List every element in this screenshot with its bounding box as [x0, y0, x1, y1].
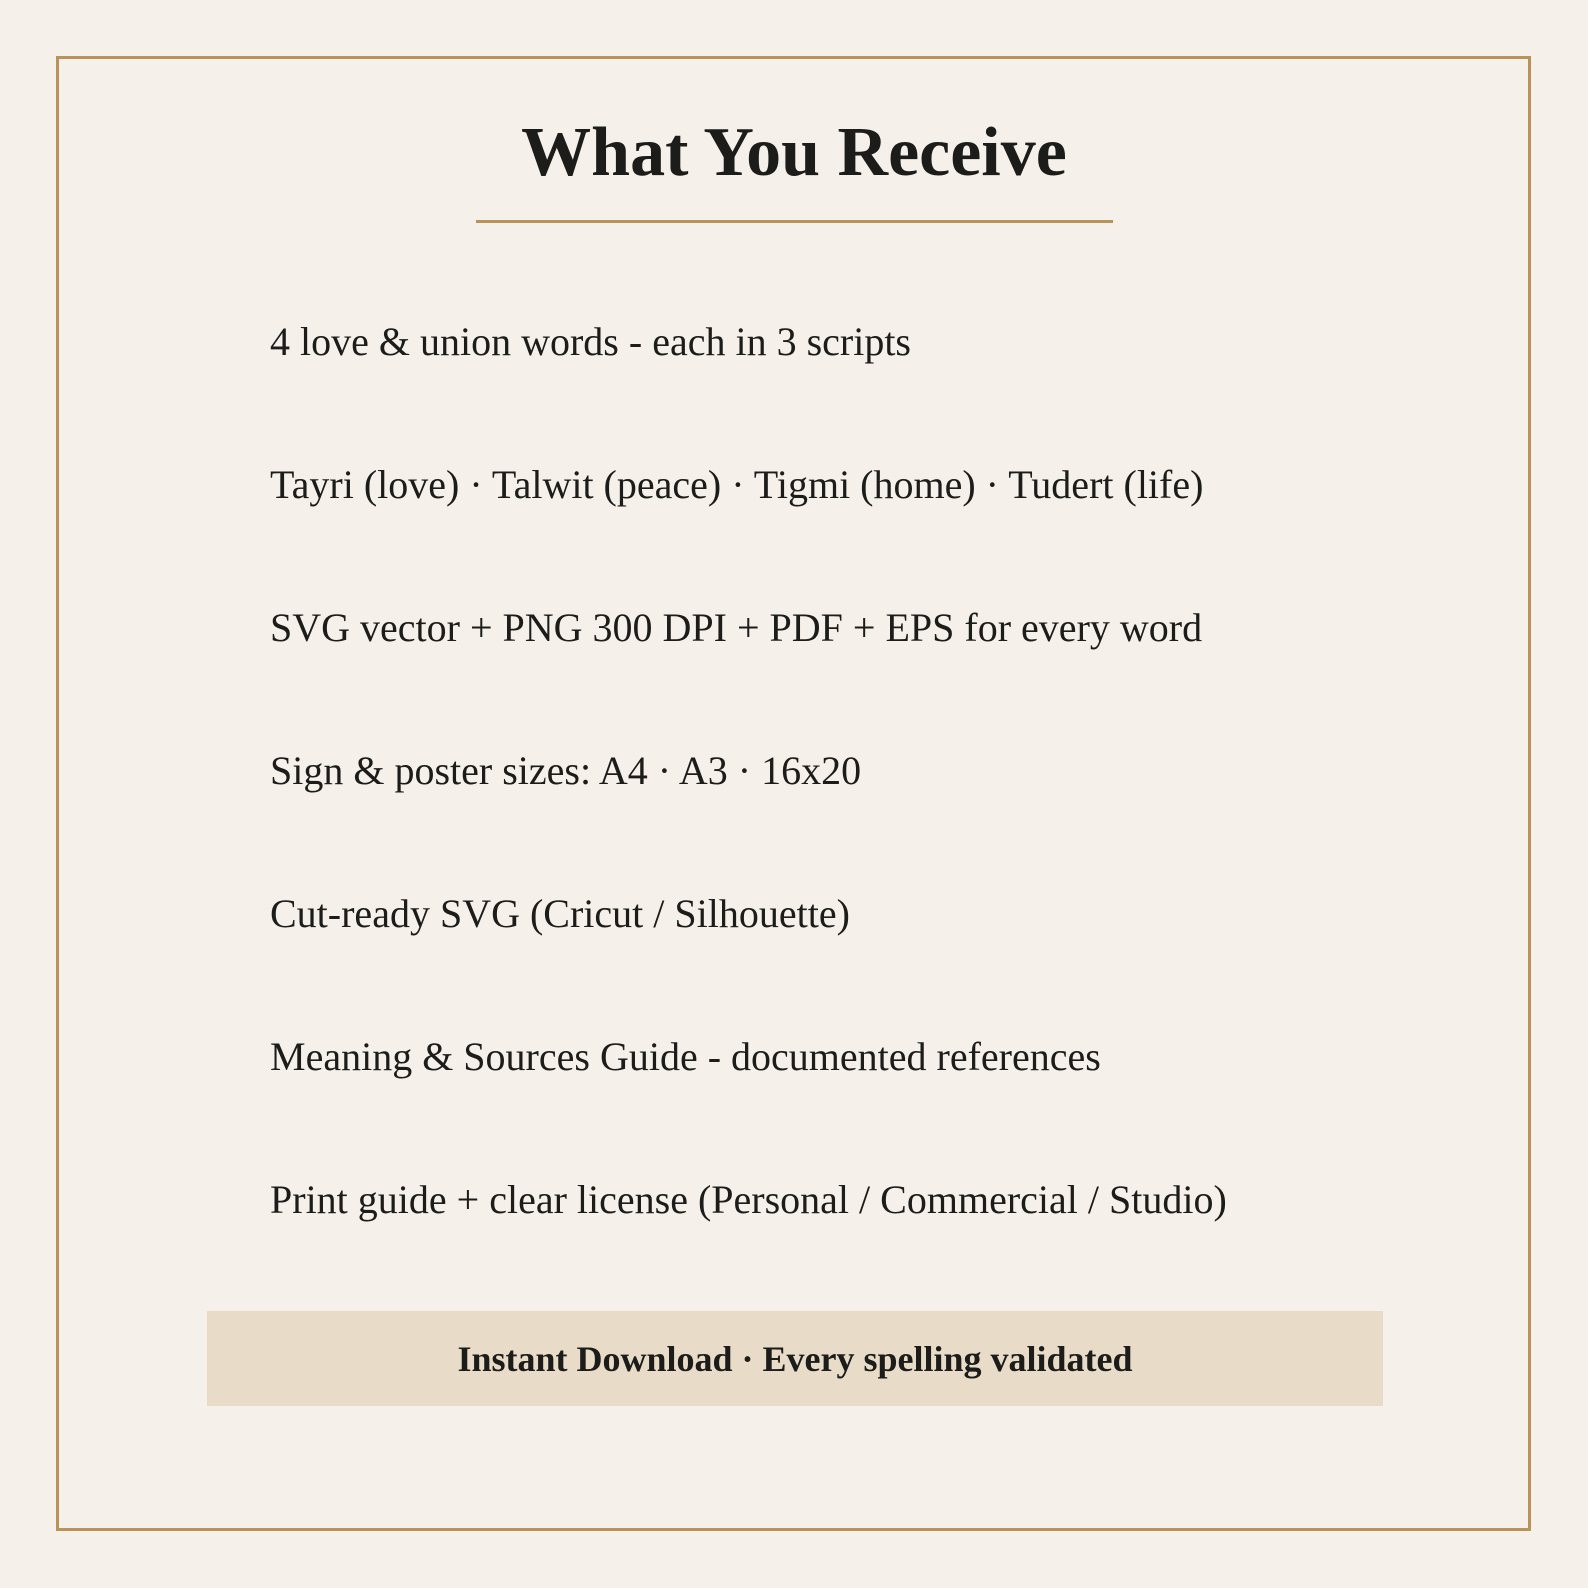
page-title: What You Receive [521, 114, 1067, 191]
list-item: 4 love & union words - each in 3 scripts [270, 319, 911, 364]
list-item: Meaning & Sources Guide - documented references [270, 1034, 1101, 1079]
list-item: Tayri (love) · Talwit (peace) · Tigmi (home) · Tudert (life) [270, 462, 1204, 507]
list-item: Sign & poster sizes: A4 · A3 · 16x20 [270, 748, 862, 793]
list-item: Cut-ready SVG (Cricut / Silhouette) [270, 891, 850, 936]
title-underline-divider [476, 220, 1113, 223]
list-item: Print guide + clear license (Personal / Commercial / Studio) [270, 1177, 1227, 1222]
download-banner [207, 1311, 1383, 1406]
banner-text: Instant Download · Every spelling validated [457, 1338, 1133, 1379]
list-item: SVG vector + PNG 300 DPI + PDF + EPS for every word [270, 605, 1203, 650]
